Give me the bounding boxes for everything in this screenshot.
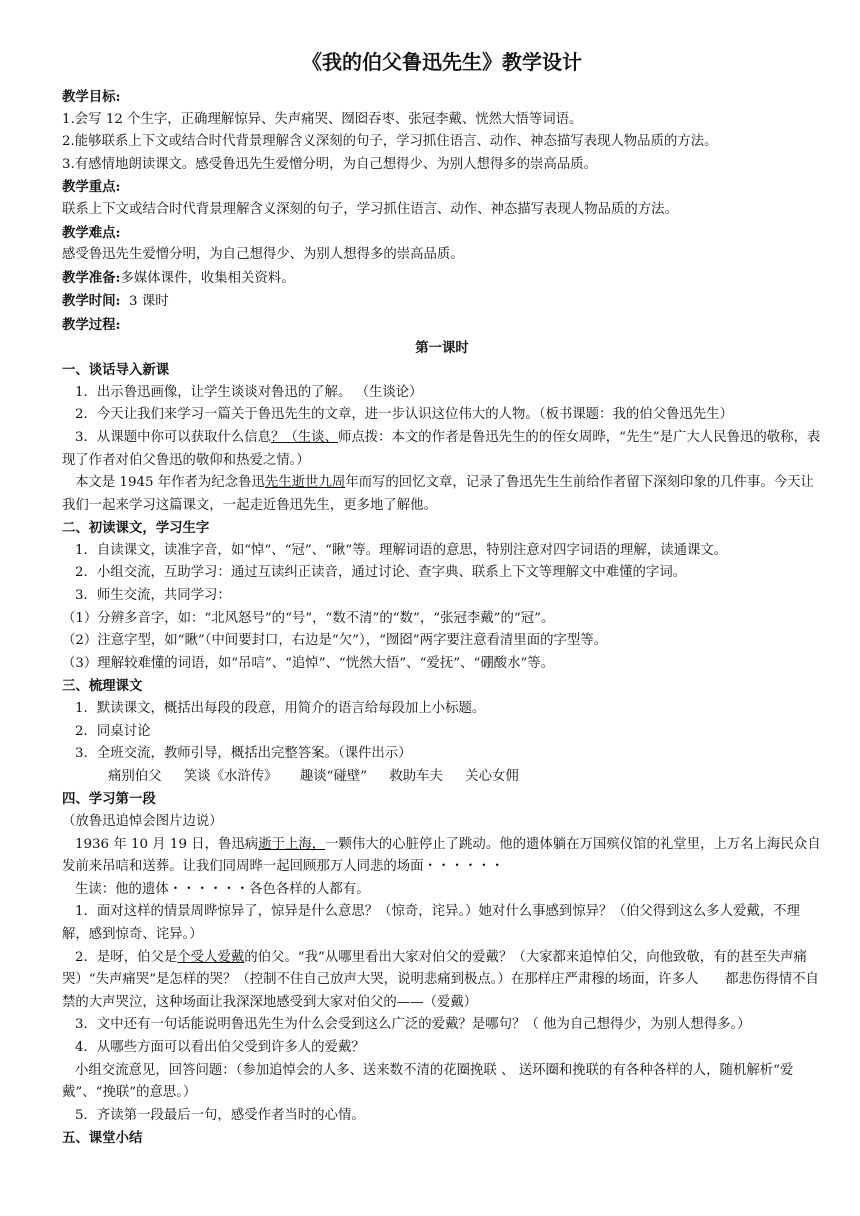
s1-line-3b: ？（生谈、 [271,429,338,445]
s4-line-5a: 2．是呀，伯父是 [75,949,178,965]
section-2-heading: 二、初读课文，学习生字 [62,520,210,537]
key-point-heading: 教学重点: [62,179,121,196]
s4-line-2c: 一颗伟大的心脏停止了跳动。他的遗体躺在万国殡仪馆的礼堂里，上万名上海民众自发前来吊唁和送葬。让我们同周晔一起回顾那万人同悲的场面・・・・・・ [62,836,821,875]
section-4-heading: 四、学习第一段 [62,791,156,808]
goal-item-3: 3.有感情地朗读课文。感受鲁迅先生爱憎分明，为自己想得少、为别人想得多的崇高品质。 [62,156,598,172]
prep-text: 多媒体课件，收集相关资料。 [120,270,295,286]
subtitle-item: 救助车夫 [389,768,443,784]
s1-line-4b: 先生逝世九周 [264,475,346,491]
s4-line-8: 小组交流意见，回答问题：（参加追悼会的人多、送来数不清的花圈挽联 、 送环圈和挽联的有各种各样的人，随机解析“爱戴”、“挽联”的意思。） [62,1062,794,1101]
s1-line-3c: 师点拨：本文的作者是鲁迅先生的的侄女周晔，“先生”是广大人民鲁迅的敬称，表现了作者对伯父鲁迅的敬仰和热爱之情。） [62,429,821,468]
s1-line-4 [62,472,822,517]
s2-line-5: （2）注意字型，如“瞅”（中间要封口，右边是“欠”），“囫囵”两字要注意看清里面的字型等。 [62,633,608,649]
goals-heading: 教学目标: [62,89,121,105]
subtitle-item: 笑谈《水浒传》 [183,768,278,784]
key-point-text: 联系上下文或结合时代背景理解含义深刻的句子，学习抓住语言、动作、神态描写表现人物品质的方法。 [62,201,678,217]
s3-line-2: 2．同桌讨论 [75,723,151,739]
s4-line-2 [62,834,822,879]
prep-line [62,267,822,291]
s4-line-2a: 1936 年 10 月 19 日，鲁迅病 [75,836,259,852]
s1-line-4a: 本文是 1945 年作者为纪念鲁迅 [75,475,265,491]
s4-line-9: 5．齐读第一段最后一句，感受作者当时的心情。 [75,1107,365,1123]
s2-line-1: 1．自读课文，读准字音，如“悼”、“冠”、“瞅”等。理解词语的意思，特别注意对四字词语的理解，读通课文。 [75,542,728,558]
s4-line-5c: 的伯父。“我”从哪里看出大家对伯父的爱戴？（大家都来追悼伯父，向他致敬，有的甚至失声痛哭）“失声痛哭”是怎样的哭？（控制不住自己放声大哭，说明悲痛到极点。）在那样庄严肃穆的场面，许多人 都悲伤得情不自禁的大声哭泣，这种场面让我深深地感受到大家对伯父的——（爱戴） [62,949,819,1010]
lesson-heading: 第一课时 [415,339,469,356]
s4-line-5b: 个受人爱戴 [177,949,245,965]
s4-line-2b: 逝于上海， [258,836,326,852]
section-1-heading: 一、谈话导入新课 [62,362,170,379]
s1-line-1: 1．出示鲁迅画像，让学生谈谈对鲁迅的了解。 （生谈论） [75,384,423,400]
s3-line-3: 3．全班交流，教师引导，概括出完整答案。（课件出示） [75,746,412,762]
s4-line-4: 1．面对这样的情景周晔惊异了，惊异是什么意思？（惊奇，诧异。）她对什么事感到惊异？（伯父得到这么多人爱戴，不理解，感到惊奇、诧异。） [62,904,800,942]
s1-line-4c: 年而写的回忆文章，记录了鲁迅先生生前给作者留下深刻印象的几件事。今天让我们一起来学习这篇课文，一起走近鲁迅先生，更多地了解他。 [62,475,814,513]
s2-line-2: 2．小组交流，互助学习：通过互读纠正读音，通过讨论、查字典、联系上下文等理解文中难懂的字词。 [75,565,687,581]
s4-line-3: 生读：他的遗体・・・・・・各色各样的人都有。 [75,881,370,897]
s4-line-1: （放鲁迅追悼会图片边说） [62,814,223,829]
s1-line-3 [62,427,822,472]
goal-item-1: 1.会写 12 个生字，正确理解惊异、失声痛哭、囫囵吞枣、张冠李戴、恍然大悟等词语。 [62,111,583,127]
s3-line-1: 1．默读课文，概括出每段的段意，用简介的语言给每段加上小标题。 [75,701,486,717]
s4-line-6: 3．文中还有一句话能说明鲁迅先生为什么会受到这么广泛的爱戴？是哪句？（ 他为自己想得少，为别人想得多。） [75,1017,751,1033]
difficulty-heading: 教学难点: [62,224,121,241]
time-text: 3 课时 [129,294,169,310]
time-heading: 教学时间: [62,293,121,310]
s2-line-3: 3．师生交流，共同学习： [75,588,231,604]
section-5-heading: 五、课堂小结 [62,1130,143,1147]
document-page [62,48,822,1150]
s4-line-7: 4．从哪些方面可以看出伯父受到许多人的爱戴？ [75,1039,365,1055]
process-heading: 教学过程: [62,316,121,333]
s2-line-6: （3）理解较难懂的词语，如“吊唁”、“追悼”、“恍然大悟”、“爱抚”、“硼酸水”等。 [62,655,555,671]
prep-heading: 教学准备: [62,269,121,286]
time-line [62,290,822,314]
s1-line-2: 2．今天让我们来学习一篇关于鲁迅先生的文章，进一步认识这位伟大的人物。（板书课题：我的伯父鲁迅先生） [75,407,733,423]
s2-line-4: （1）分辨多音字，如：“北风怒号”的“号”，“数不清”的“数”，“张冠李戴”的“冠”。 [62,610,555,626]
difficulty-text: 感受鲁迅先生爱憎分明，为自己想得少、为别人想得多的崇高品质。 [62,247,464,263]
goal-item-2: 2.能够联系上下文或结合时代背景理解含义深刻的句子，学习抓住语言、动作、神态描写表现人物品质的方法。 [62,134,718,150]
subtitle-item: 关心女佣 [465,768,519,784]
s4-line-5 [62,947,822,1015]
subtitle-item: 趣谈“碰壁” [299,768,368,784]
subtitle-item: 痛别伯父 [108,768,162,784]
s1-line-3a: 3．从课题中你可以获取什么信息 [75,429,271,445]
section-3-heading: 三、梳理课文 [62,678,143,695]
subtitle-list [62,766,822,789]
document-title: 《我的伯父鲁迅先生》教学设计 [302,50,582,74]
